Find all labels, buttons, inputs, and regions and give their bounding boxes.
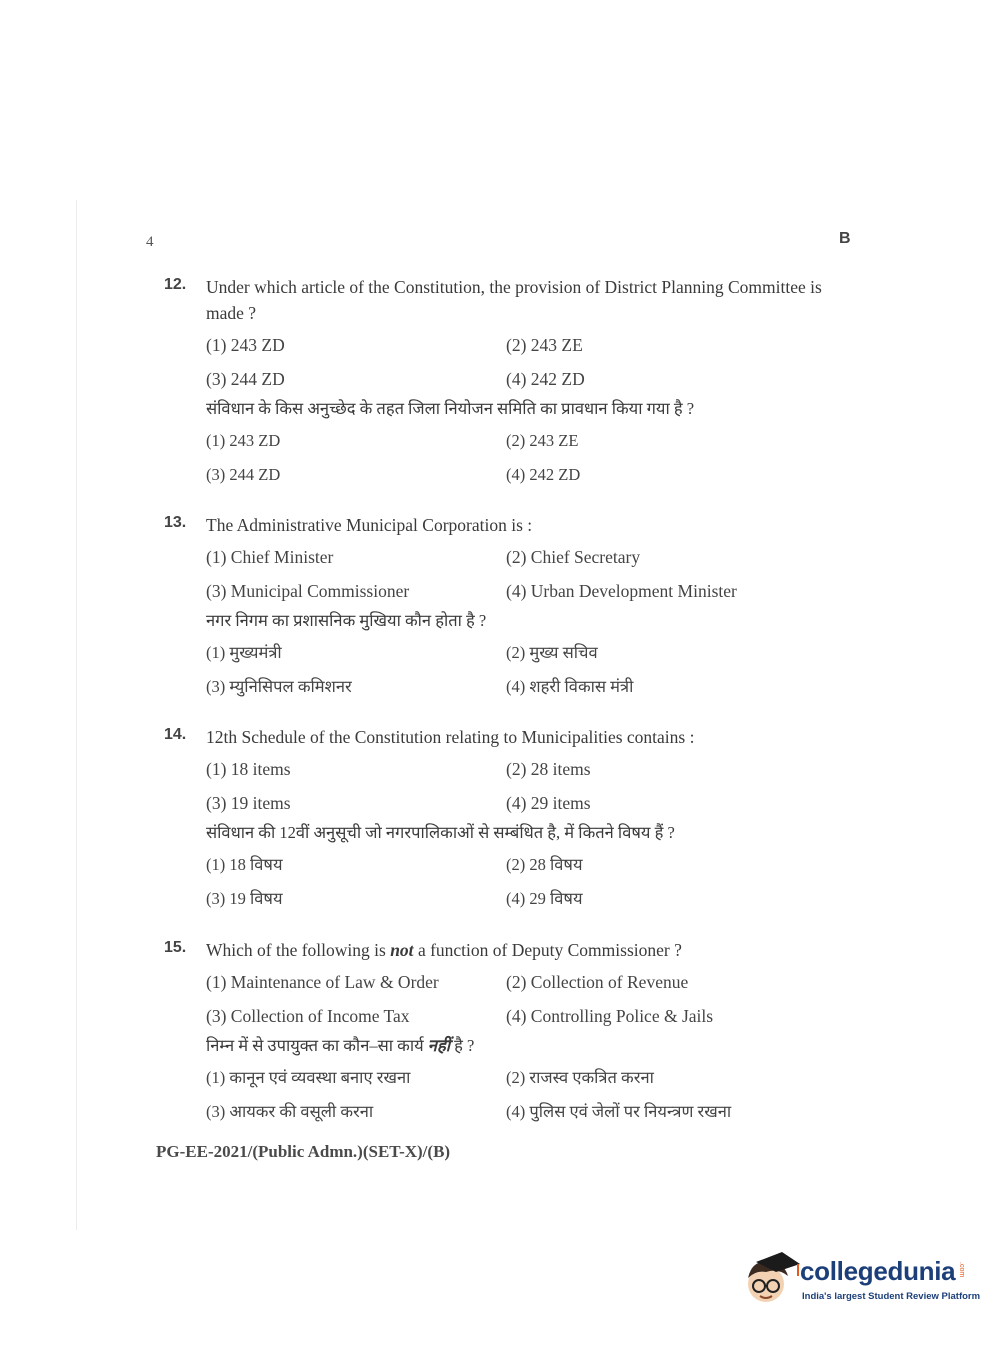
- option-1-en: (1) Chief Minister: [206, 547, 334, 567]
- option-2-en: (2) 28 items: [506, 759, 591, 779]
- option-2-en: (2) Collection of Revenue: [506, 972, 689, 992]
- question-number: 14.: [164, 726, 187, 743]
- option-3-hi: (3) 244 ZD: [206, 465, 281, 484]
- option-2-hi: (2) राजस्व एकत्रित करना: [506, 1068, 654, 1087]
- options-en: [206, 332, 854, 392]
- logo-tagline: India's largest Student Review Platform: [802, 1291, 981, 1302]
- option-1-en: (1) Maintenance of Law & Order: [206, 972, 439, 992]
- question-14: [164, 724, 854, 912]
- option-1-hi: (1) मुख्यमंत्री: [206, 643, 282, 662]
- option-4-hi: (4) 29 विषय: [506, 889, 583, 908]
- option-2-en: (2) Chief Secretary: [506, 547, 641, 567]
- option-2-hi: (2) मुख्य सचिव: [506, 643, 598, 662]
- option-4-hi: (4) 242 ZD: [506, 465, 581, 484]
- question-text-en-part: a function of Deputy Commissioner ?: [413, 940, 682, 960]
- options-hi: [206, 640, 854, 700]
- question-12: [164, 274, 854, 488]
- option-4-en: (4) 29 items: [506, 793, 591, 813]
- option-1-en: (1) 18 items: [206, 759, 291, 779]
- option-4-hi: (4) शहरी विकास मंत्री: [506, 677, 634, 696]
- question-text-en: [206, 937, 682, 963]
- options-hi: [206, 428, 854, 488]
- question-text-hi: संविधान की 12वीं अनुसूची जो नगरपालिकाओं से सम्बंधित है, में कितने विषय हैं ?: [206, 823, 675, 842]
- question-15: [164, 937, 854, 1125]
- collegedunia-logo[interactable]: [742, 1250, 981, 1310]
- option-1-en: (1) 243 ZD: [206, 335, 285, 355]
- options-hi: [206, 1065, 854, 1125]
- question-text-hi: नगर निगम का प्रशासनिक मुखिया कौन होता है ?: [206, 611, 487, 630]
- question-number: 12.: [164, 276, 187, 293]
- options-en: [206, 969, 854, 1029]
- question-text-en: 12th Schedule of the Constitution relating to Municipalities contains :: [206, 727, 695, 747]
- logo-wordmark: collegedunia: [800, 1256, 956, 1286]
- option-3-hi: (3) म्युनिसिपल कमिशनर: [206, 677, 352, 696]
- option-1-hi: (1) कानून एवं व्यवस्था बनाए रखना: [206, 1068, 411, 1087]
- option-3-hi: (3) 19 विषय: [206, 889, 283, 908]
- logo-suffix: .com: [958, 1262, 965, 1278]
- option-2-hi: (2) 243 ZE: [506, 431, 579, 450]
- question-text-en-part: Which of the following is: [206, 940, 391, 960]
- option-4-en: (4) Urban Development Minister: [506, 581, 737, 601]
- question-text-en: Under which article of the Constitution, the provision of District Planning Committee is made ?: [206, 277, 822, 323]
- set-letter: B: [839, 230, 851, 247]
- mascot-icon: [742, 1250, 800, 1310]
- emphasis-not: not: [390, 940, 414, 960]
- option-4-hi: (4) पुलिस एवं जेलों पर नियन्त्रण रखना: [506, 1102, 732, 1121]
- options-hi: [206, 852, 854, 912]
- question-number: 15.: [164, 939, 187, 956]
- question-13: [164, 512, 854, 700]
- page-edge-shadow: [76, 200, 77, 1230]
- question-text-hi-part: निम्न में से उपायुक्त का कौन–सा कार्य: [206, 1036, 428, 1055]
- option-1-hi: (1) 243 ZD: [206, 431, 281, 450]
- option-3-en: (3) 244 ZD: [206, 369, 285, 389]
- option-1-hi: (1) 18 विषय: [206, 855, 283, 874]
- paper-code-footer: PG-EE-2021/(Public Admn.)(SET-X)/(B): [156, 1142, 451, 1161]
- option-2-hi: (2) 28 विषय: [506, 855, 583, 874]
- question-text-hi: [206, 1033, 854, 1059]
- question-text-en: The Administrative Municipal Corporation is :: [206, 515, 533, 535]
- option-3-hi: (3) आयकर की वसूली करना: [206, 1102, 374, 1121]
- option-4-en: (4) 242 ZD: [506, 369, 585, 389]
- option-2-en: (2) 243 ZE: [506, 335, 583, 355]
- option-3-en: (3) 19 items: [206, 793, 291, 813]
- option-3-en: (3) Municipal Commissioner: [206, 581, 410, 601]
- option-4-en: (4) Controlling Police & Jails: [506, 1006, 714, 1026]
- page-number: 4: [146, 234, 154, 250]
- question-number: 13.: [164, 514, 187, 531]
- question-text-hi-part: है ?: [450, 1036, 475, 1055]
- option-3-en: (3) Collection of Income Tax: [206, 1006, 410, 1026]
- question-text-hi: संविधान के किस अनुच्छेद के तहत जिला नियोजन समिति का प्रावधान किया गया है ?: [206, 399, 695, 418]
- options-en: [206, 756, 854, 816]
- emphasis-nahin: नहीं: [427, 1036, 450, 1055]
- options-en: [206, 544, 854, 604]
